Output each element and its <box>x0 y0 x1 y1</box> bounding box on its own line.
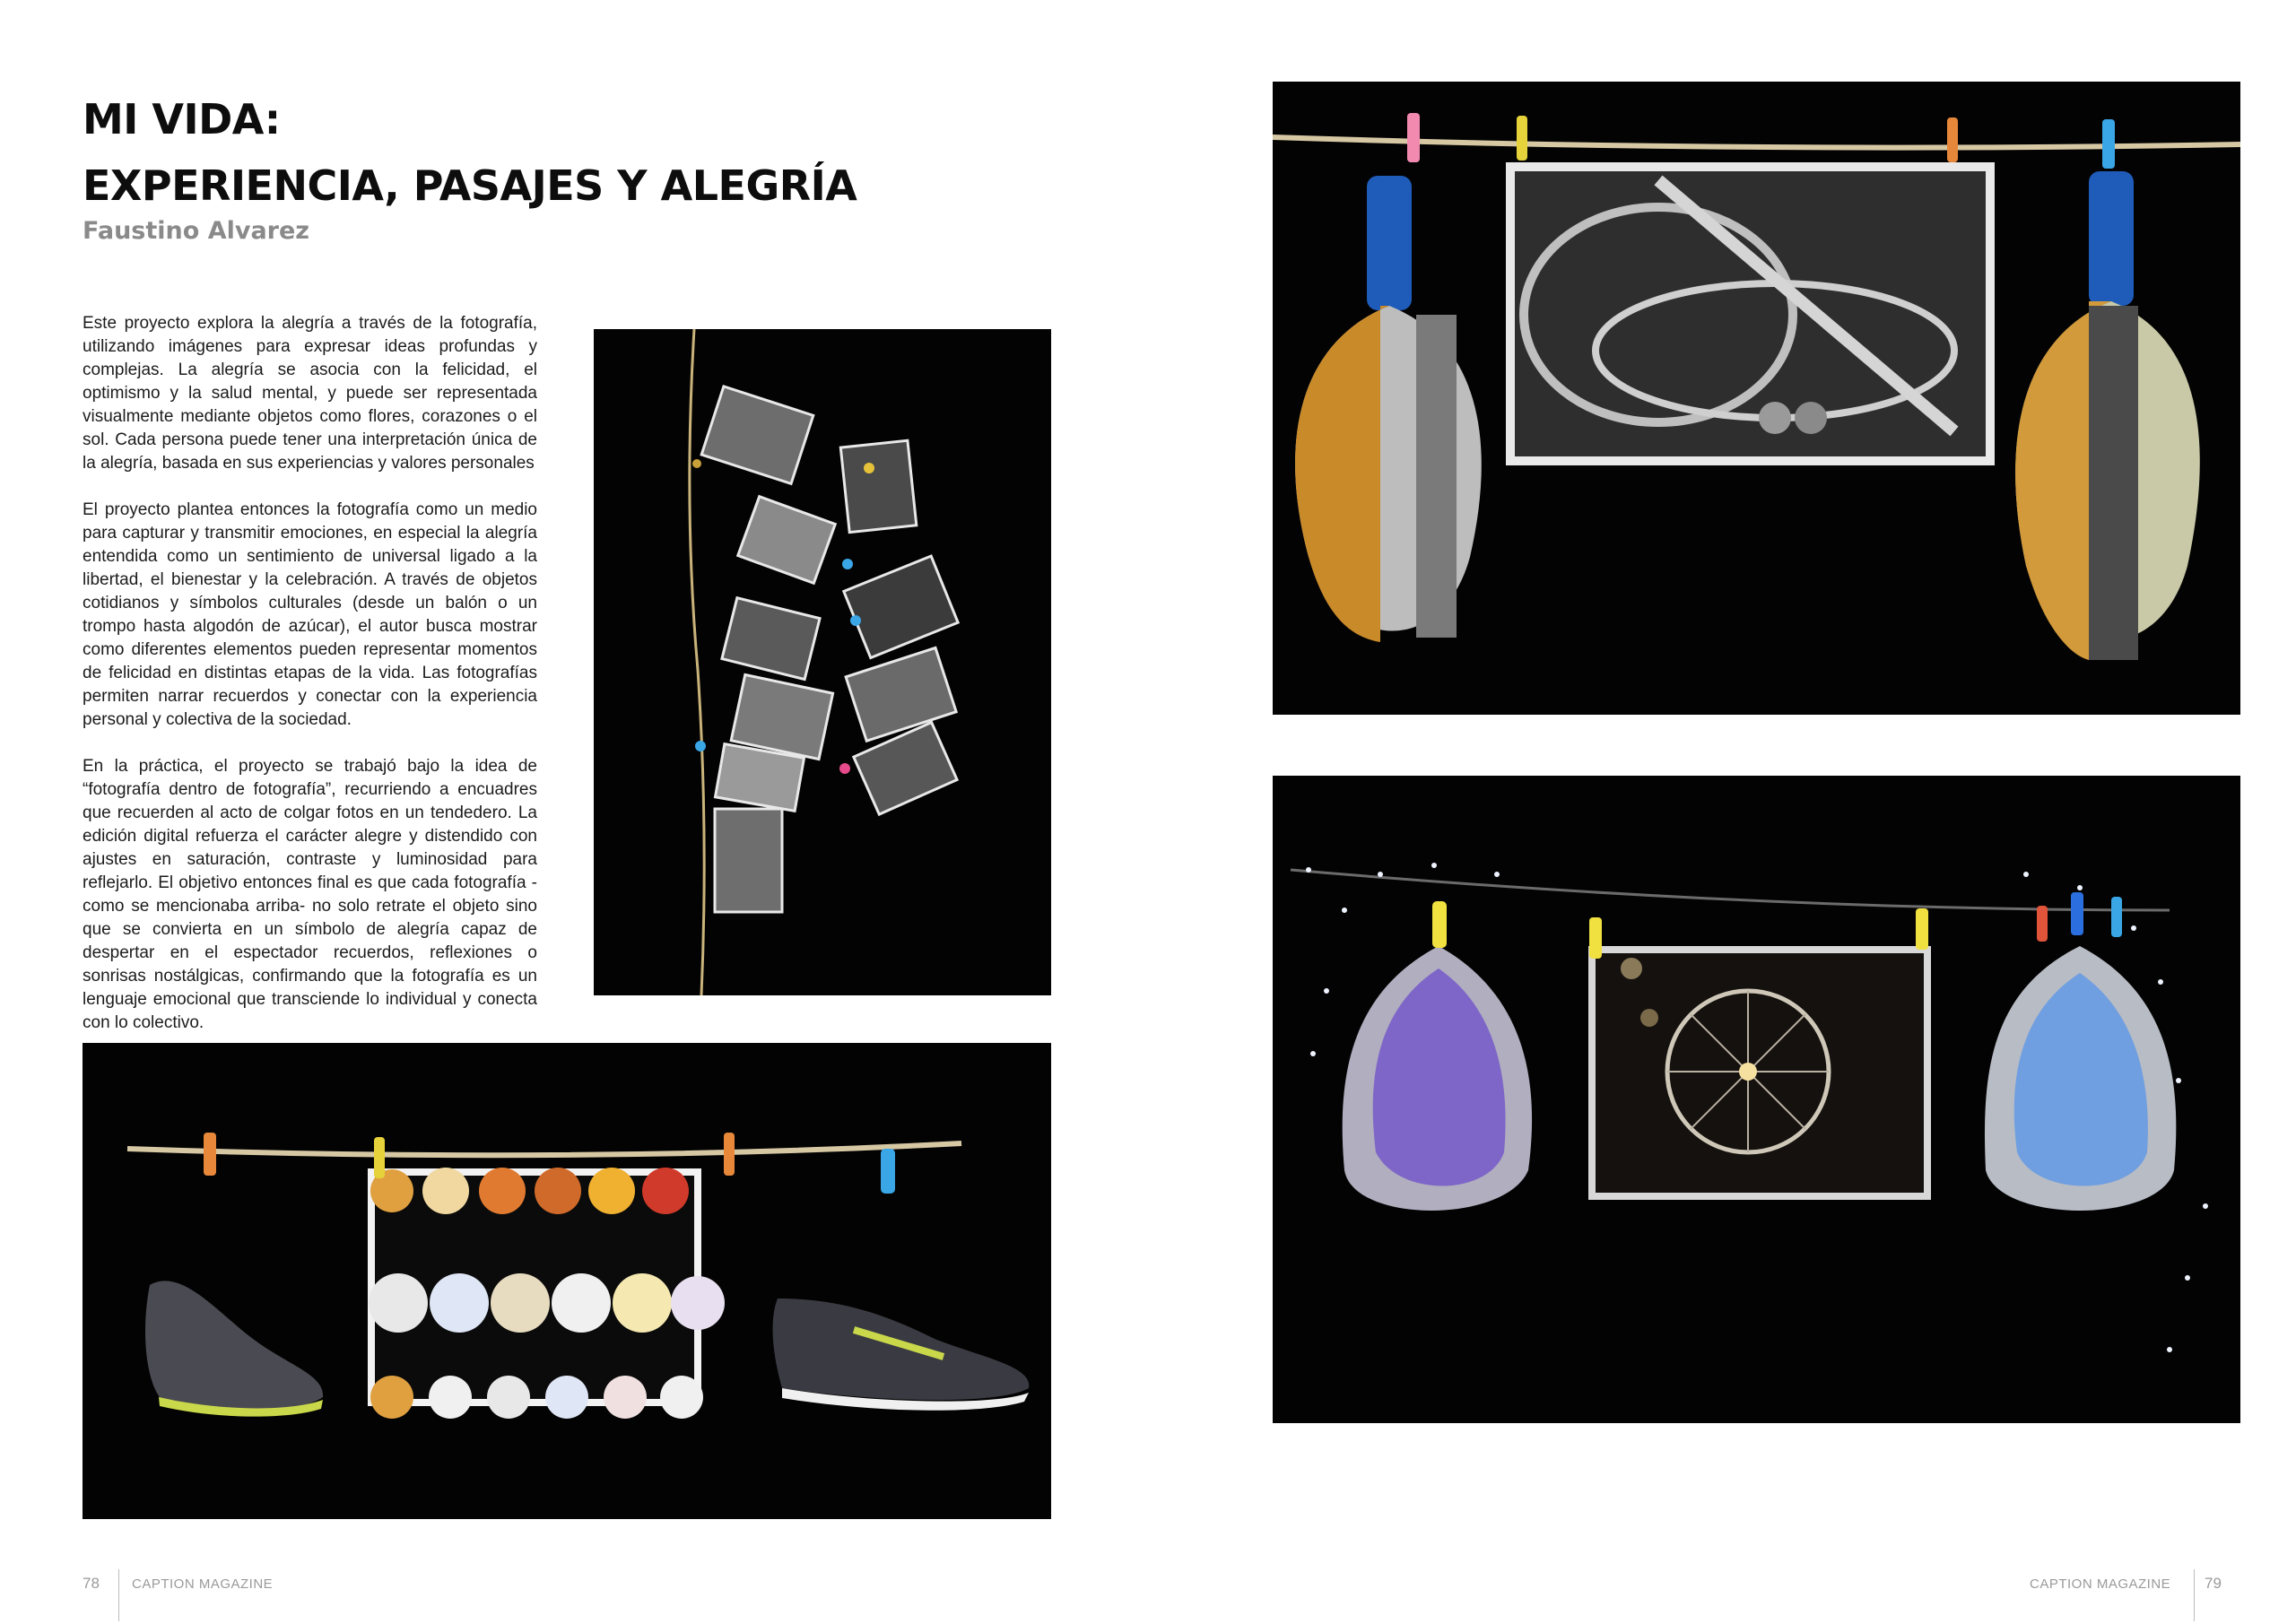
photo-shoes-balls <box>83 1043 1051 1519</box>
article-body <box>83 312 537 1058</box>
author-name: Faustino Alvarez <box>83 217 310 245</box>
magazine-name-left: CAPTION MAGAZINE <box>132 1576 274 1592</box>
title-line-2: EXPERIENCIA, PASAJES Y ALEGRÍA <box>83 161 857 210</box>
article-title <box>83 86 1069 219</box>
page-number-right: 79 <box>2205 1575 2222 1592</box>
paragraph-3: En la práctica, el proyecto se trabajó bajo la idea de “fotografía dentro de fotografía”, recurriendo a encuadres que recuerden al acto de colgar fotos en un tendedero. La edición digital refuerza el carácter alegre y distendido con ajustes en saturación, contraste y luminosidad para reflejarlo. El objetivo entonces final es que cada fotografía -como se mencionaba arriba- no solo retrate el objeto sino que se convierta en un símbolo de alegría capaz de despertar en el espectador recuerdos, reflexiones o sonrisas nostálgicas, confirmando que la fotografía es un lenguaje emocional que transciende lo individual y conecta con lo colectivo. <box>83 757 537 1032</box>
paragraph-2: El proyecto plantea entonces la fotografía como un medio para capturar y transmitir emociones, en especial la alegría entendida como un sentimiento de universal ligado a la libertad, el bienestar y la celebración. A través de objetos cotidianos y símbolos culturales (desde un balón o un trompo hasta algodón de azúcar), el autor busca mostrar como diferentes elementos pueden representar momentos de felicidad en distintas etapas de la vida. Las fotografías permiten narrar recuerdos y conectar con la experiencia personal y colectiva de la sociedad. <box>83 500 537 729</box>
page-number-left: 78 <box>83 1575 100 1592</box>
photo-paddles-tennis <box>1273 82 2240 715</box>
title-line-1: MI VIDA: <box>83 95 281 143</box>
folio-divider-left <box>118 1569 119 1621</box>
photo-cotton-candy-ferris <box>1273 776 2240 1423</box>
folio-divider-right <box>2194 1569 2195 1621</box>
magazine-name-right: CAPTION MAGAZINE <box>2030 1576 2171 1592</box>
paragraph-1: Este proyecto explora la alegría a través de la fotografía, utilizando imágenes para expresar ideas profundas y complejas. La alegría se asocia con la felicidad, el optimismo y la salud mental, y puede ser representada visualmente mediante objetos como flores, corazones o el sol. Cada persona puede tener una interpretación única de la alegría, basada en sus experiencias y valores personales <box>83 314 537 473</box>
photo-vertical-clothesline <box>594 329 1051 995</box>
